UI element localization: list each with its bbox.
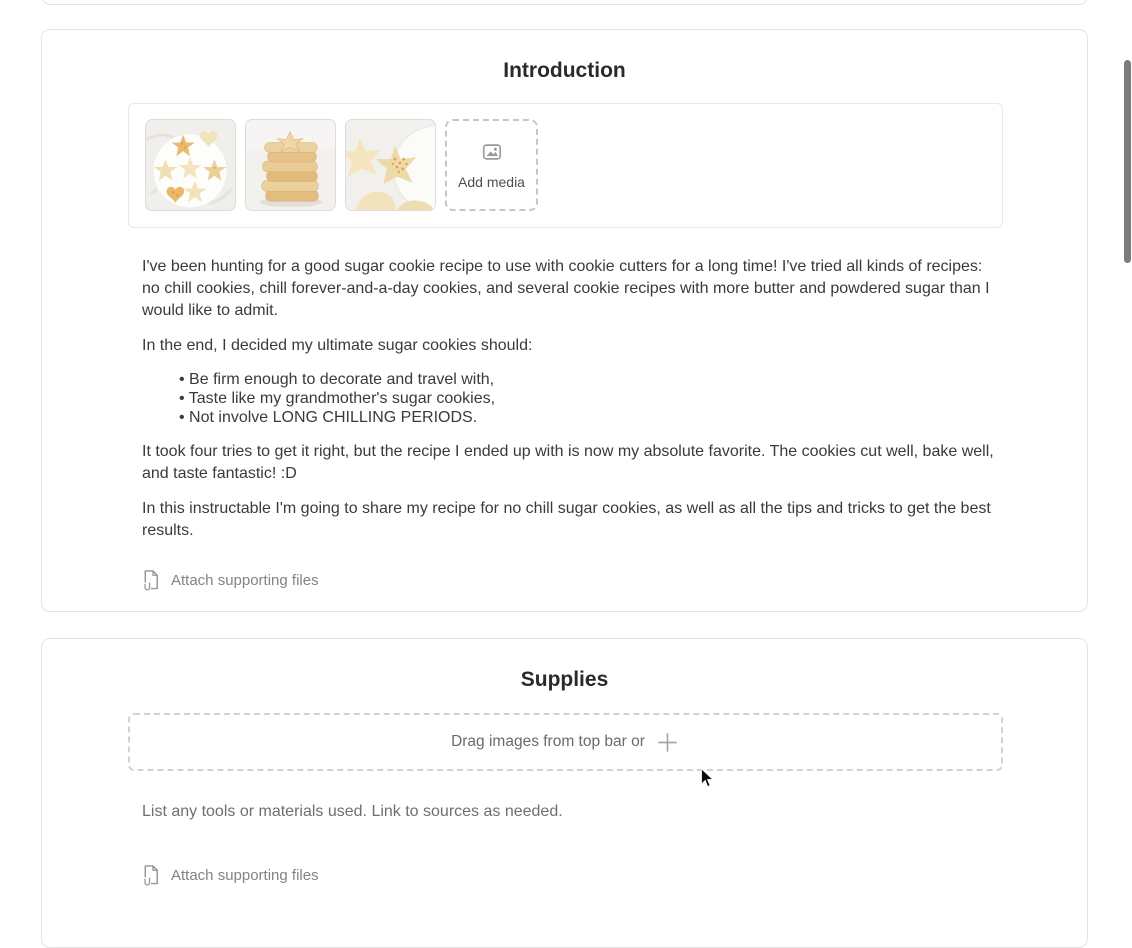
attach-file-icon xyxy=(141,863,162,887)
bullet-item-1: • Be firm enough to decorate and travel with, xyxy=(179,371,495,388)
cookie-stack-photo xyxy=(246,120,335,210)
introduction-section-card xyxy=(41,29,1088,612)
intro-paragraph-1: I've been hunting for a good sugar cookie recipe to use with cookie cutters for a long time! I've tried all kinds of recipes: no chill cookies, chill forever-and-a-day cookies, and several cookie recipes with more butter and powdered sugar than I would like to admit. xyxy=(142,258,990,319)
media-thumbnail-1[interactable] xyxy=(145,119,236,211)
section-title-introduction: Introduction xyxy=(503,59,626,82)
add-media-button[interactable] xyxy=(445,119,538,211)
intro-body-editor[interactable] xyxy=(142,256,994,542)
media-thumbnail-3[interactable] xyxy=(345,119,436,211)
bullet-item-2: • Taste like my grandmother's sugar cookies, xyxy=(179,390,496,407)
intro-paragraph-3: It took four tries to get it right, but the recipe I ended up with is now my absolute favorite. The cookies cut well, bake well, and taste fantastic! :D xyxy=(142,443,994,482)
section-title-supplies: Supplies xyxy=(520,668,609,691)
supplies-body-editor[interactable]: List any tools or materials used. Link to sources as needed. xyxy=(142,803,563,820)
attach-files-label: Attach supporting files xyxy=(171,571,319,589)
media-thumbnail-2[interactable] xyxy=(245,119,336,211)
bullet-item-3: • Not involve LONG CHILLING PERIODS. xyxy=(179,409,478,426)
cookie-closeup-photo xyxy=(346,120,435,210)
supplies-section-card xyxy=(41,638,1088,948)
add-media-label: Add media xyxy=(458,173,525,190)
image-dropzone[interactable] xyxy=(128,713,1003,771)
attach-file-icon xyxy=(141,568,162,592)
attach-files-label: Attach supporting files xyxy=(171,866,319,884)
dropzone-label: Drag images from top bar or xyxy=(451,733,645,750)
media-tray xyxy=(128,103,1003,228)
attach-files-button-supplies[interactable] xyxy=(141,863,319,887)
scrollbar-thumb[interactable] xyxy=(1124,60,1131,263)
cookie-plate-photo xyxy=(146,120,235,210)
intro-bullet-list xyxy=(142,370,994,427)
image-icon xyxy=(481,141,503,168)
intro-paragraph-4: In this instructable I'm going to share my recipe for no chill sugar cookies, as well as all the tips and tricks to get the best results. xyxy=(142,500,991,539)
plus-icon[interactable] xyxy=(655,730,680,755)
attach-files-button-intro[interactable] xyxy=(141,568,319,592)
intro-paragraph-2: In the end, I decided my ultimate sugar cookies should: xyxy=(142,337,533,354)
previous-card-edge xyxy=(41,0,1088,5)
